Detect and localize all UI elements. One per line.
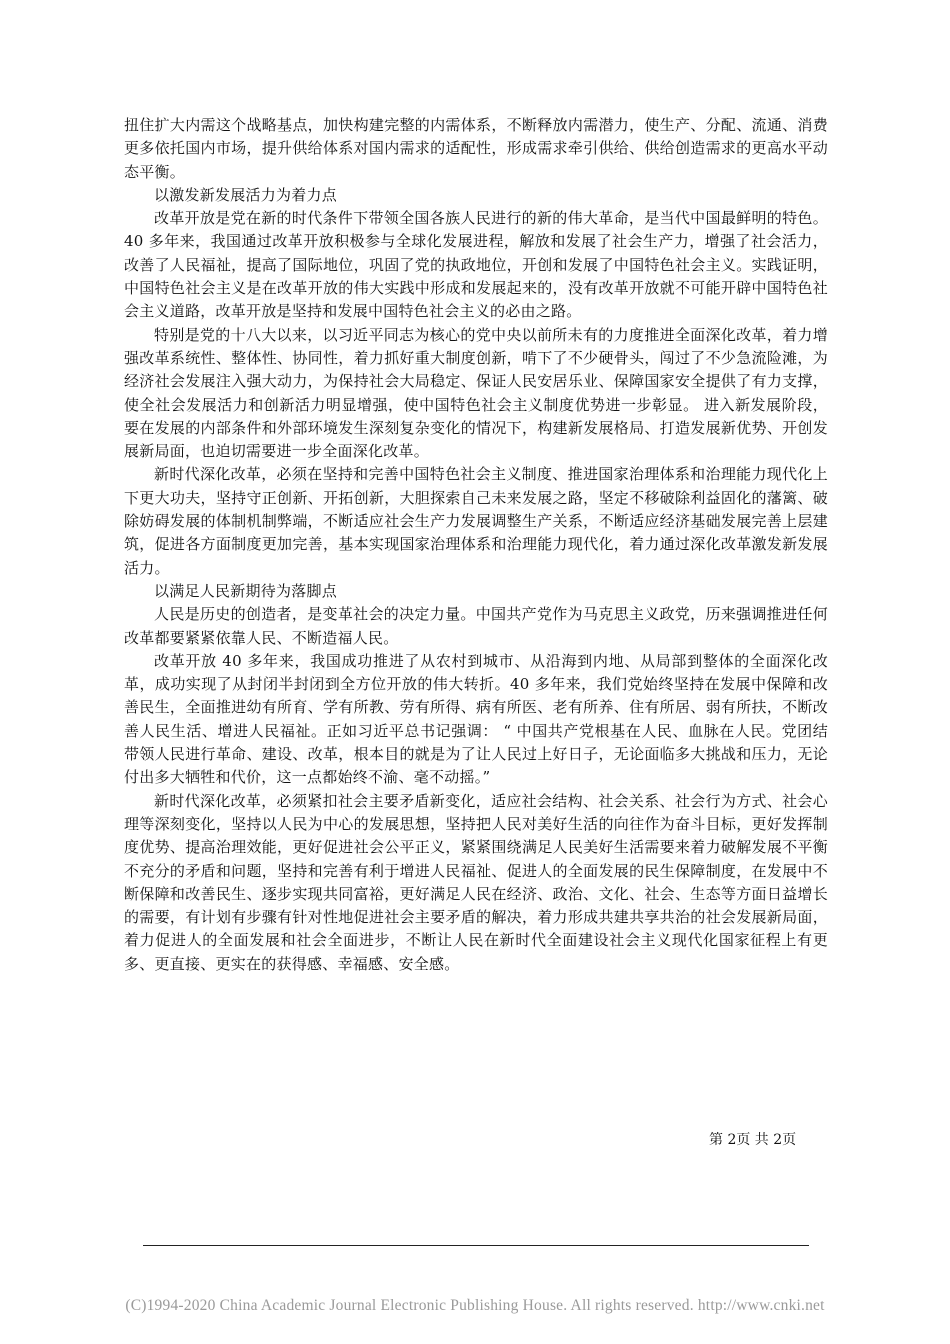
paragraph-people-creators: 人民是历史的创造者，是变革社会的决定力量。中国共产党作为马克思主义政党，历来强调推进任何改革都要紧紧依靠人民、不断造福人民。 <box>124 605 828 647</box>
paragraph-reform-opening: 改革开放是党在新的时代条件下带领全国各族人民进行的新的伟大革命，是当代中国最鲜明的特色。40 多年来，我国通过改革开放积极参与全球化发展进程，解放和发展了社会生产力，增强了社会活力，改善了人民福祉，提高了国际地位，巩固了党的执政地位，开创和发展了中国特色社会主义。实践证明，中国特色社会主义是在改革开放的伟大实践中形成和发展起来的，没有改革开放就不可能开辟中国特色社会主义道路，改革开放是坚持和发展中国特色社会主义的必由之路。 <box>124 209 828 321</box>
footer-divider <box>143 1245 809 1246</box>
page-number: 第 2页 共 2页 <box>709 1132 797 1148</box>
paragraph-new-era-reform-1: 新时代深化改革，必须在坚持和完善中国特色社会主义制度、推进国家治理体系和治理能力现代化上下更大功夫，坚持守正创新、开拓创新，大胆探索自己未来发展之路，坚定不移破除利益固化的藩篱、破除妨碍发展的体制机制弊端，不断适应社会生产力发展调整生产关系，不断适应经济基础发展完善上层建筑，促进各方面制度更加完善，基本实现国家治理体系和治理能力现代化，着力通过深化改革激发新发展活力。 <box>124 465 828 577</box>
paragraph-new-era-reform-2: 新时代深化改革，必须紧扣社会主要矛盾新变化，适应社会结构、社会关系、社会行为方式、社会心理等深刻变化，坚持以人民为中心的发展思想，坚持把人民对美好生活的向往作为奋斗目标，更好发挥制度优势、提高治理效能，更好促进社会公平正义，紧紧围绕满足人民美好生活需要来着力破解发展不平衡不充分的矛盾和问题，坚持和完善有利于增进人民福祉、促进人的全面发展的民生保障制度，在发展中不断保障和改善民生、逐步实现共同富裕，更好满足人民在经济、政治、文化、社会、生态等方面日益增长的需要，有计划有步骤有针对性地促进社会主要矛盾的解决，着力形成共建共享共治的社会发展新局面，着力促进人的全面发展和社会全面进步，不断让人民在新时代全面建设社会主义现代化国家征程上有更多、更直接、更实在的获得感、幸福感、安全感。 <box>124 791 828 973</box>
section-heading-people: 以满足人民新期待为落脚点 <box>154 581 338 600</box>
article-body <box>124 114 828 976</box>
copyright-notice: (C)1994-2020 China Academic Journal Electronic Publishing House. All rights reserved. http://www.cnki.net <box>125 1297 825 1314</box>
paragraph-forty-years: 改革开放 40 多年来，我国成功推进了从农村到城市、从沿海到内地、从局部到整体的全面深化改革，成功实现了从封闭半封闭到全方位开放的伟大转折。40 多年来，我们党始终坚持在发展中保障和改善民生，全面推进幼有所育、学有所教、劳有所得、病有所医、老有所养、住有所居、弱有所扶，不断改善人民生活、增进人民福祉。正如习近平总书记强调： “ 中国共产党根基在人民、血脉在人民。党团结带领人民进行革命、建设、改革，根本目的就是为了让人民过上好日子，无论面临多大挑战和压力，无论付出多大牺牲和代价，这一点都始终不渝、毫不动摇。” <box>124 651 828 787</box>
section-heading-vitality: 以激发新发展活力为着力点 <box>154 185 338 204</box>
paragraph-intro: 扭住扩大内需这个战略基点，加快构建完整的内需体系，不断释放内需潜力，使生产、分配、流通、消费更多依托国内市场，提升供给体系对国内需求的适配性，形成需求牵引供给、供给创造需求的更高水平动态平衡。 <box>124 116 828 181</box>
paragraph-eighteenth-congress: 特别是党的十八大以来，以习近平同志为核心的党中央以前所未有的力度推进全面深化改革，着力增强改革系统性、整体性、协同性，着力抓好重大制度创新，啃下了不少硬骨头，闯过了不少急流险滩，为经济社会发展注入强大动力，为保持社会大局稳定、保证人民安居乐业、保障国家安全提供了有力支撑，使全社会发展活力和创新活力明显增强，使中国特色社会主义制度优势进一步彰显。 进入新发展阶段， 要在发展的内部条件和外部环境发生深刻复杂变化的情况下，构建新发展格局、打造发展新优势、开创发展新局面，也迫切需要进一步全面深化改革。 <box>124 325 828 461</box>
